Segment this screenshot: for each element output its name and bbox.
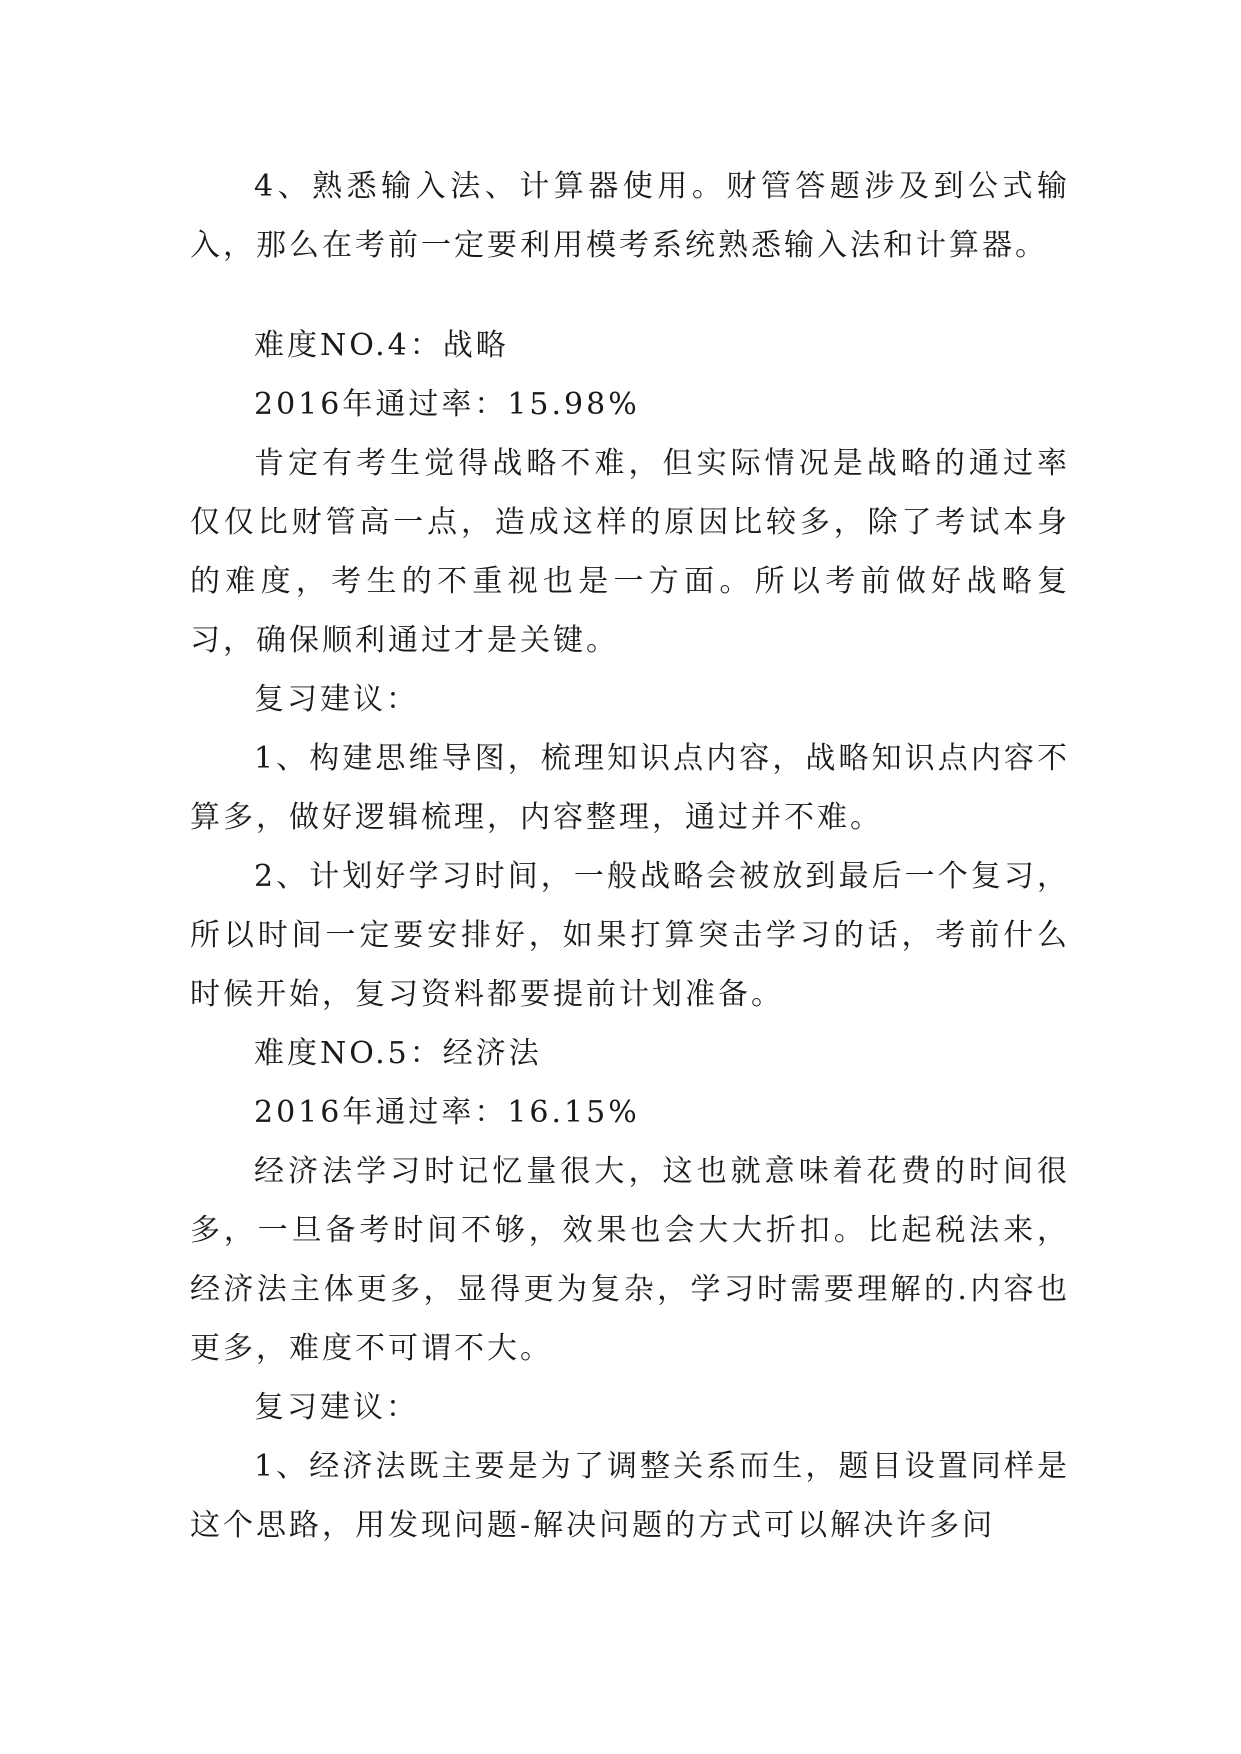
- paragraph-tip-4: 4、熟悉输入法、计算器使用。财管答题涉及到公式输入，那么在考前一定要利用模考系统熟悉输入法和计算器。: [190, 169, 1070, 263]
- paragraph-strategy-tip-1: 1、构建思维导图，梳理知识点内容，战略知识点内容不算多，做好逻辑梳理，内容整理，通过并不难。: [190, 741, 1070, 835]
- review-advice-label: 复习建议：: [254, 1390, 419, 1425]
- paragraph-strategy-tip-2: 2、计划好学习时间，一般战略会被放到最后一个复习，所以时间一定要安排好，如果打算突击学习的话，考前什么时候开始，复习资料都要提前计划准备。: [190, 859, 1070, 1012]
- paragraph-economic-law-intro: 经济法学习时记忆量很大，这也就意味着花费的时间很多，一旦备考时间不够，效果也会大大折扣。比起税法来，经济法主体更多，显得更为复杂，学习时需要理解的.内容也更多，难度不可谓不大。: [190, 1154, 1070, 1366]
- paragraph-strategy-intro: 肯定有考生觉得战略不难，但实际情况是战略的通过率仅仅比财管高一点，造成这样的原因比较多，除了考试本身的难度，考生的不重视也是一方面。所以考前做好战略复习，确保顺利通过才是关键。: [190, 446, 1070, 658]
- heading-difficulty-5: 难度NO.5：经济法: [254, 1036, 542, 1071]
- pass-rate-strategy: 2016年通过率：15.98%: [254, 387, 640, 422]
- review-advice-label: 复习建议：: [254, 682, 419, 717]
- paragraph-gap: [190, 275, 1070, 316]
- document-body: [190, 157, 1070, 1555]
- pass-rate-economic-law: 2016年通过率：16.15%: [254, 1095, 640, 1130]
- heading-difficulty-4: 难度NO.4：战略: [254, 328, 509, 363]
- paragraph-economic-law-tip-1: 1、经济法既主要是为了调整关系而生，题目设置同样是这个思路，用发现问题-解决问题的方式可以解决许多问: [190, 1449, 1070, 1543]
